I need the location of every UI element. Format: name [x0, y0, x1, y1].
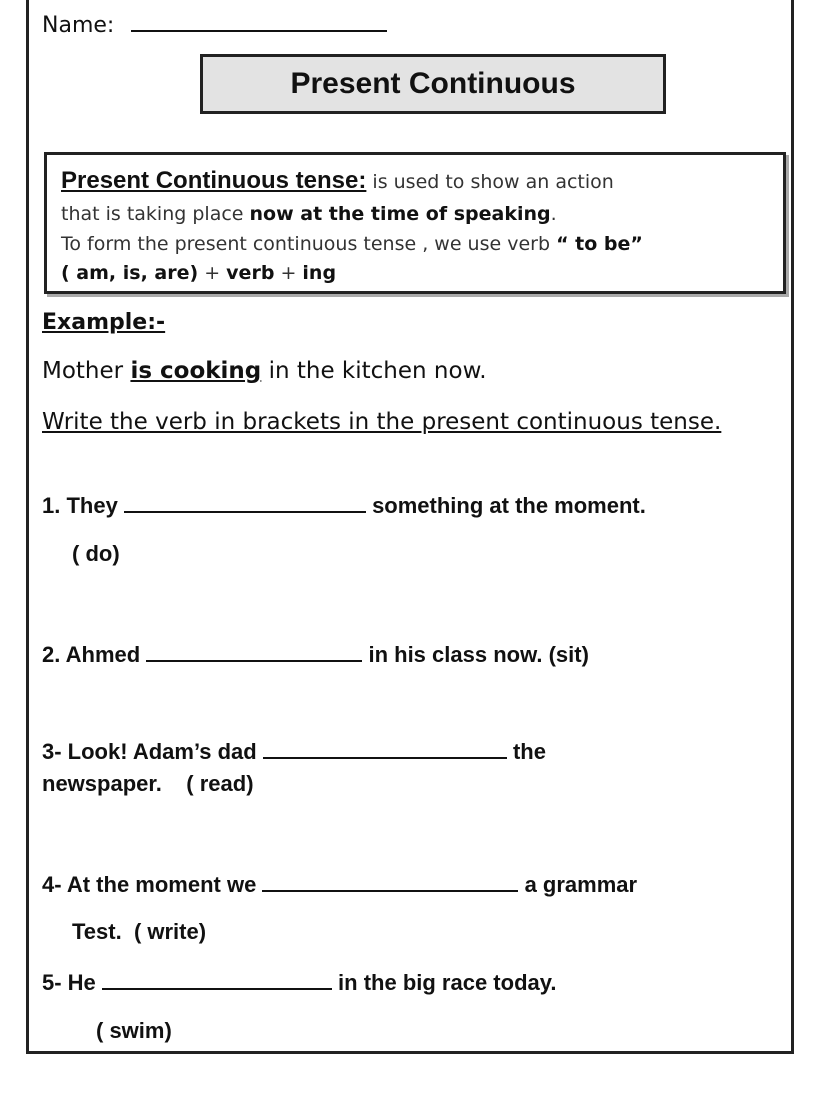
question-text: in the big race today. — [338, 970, 557, 995]
question-4-continued: Test. ( write) — [72, 919, 207, 944]
definition-line-2 — [61, 203, 557, 225]
definition-emphasis: ( am, is, are) — [61, 262, 199, 284]
name-blank[interactable] — [131, 10, 387, 32]
answer-blank-5[interactable] — [102, 968, 332, 990]
question-1 — [42, 491, 646, 519]
answer-blank-3[interactable] — [263, 737, 507, 759]
definition-text: is used to show an action — [366, 171, 614, 193]
question-5-hint: ( swim) — [96, 1018, 172, 1043]
question-text: a grammar — [524, 872, 638, 897]
definition-heading: Present Continuous tense: — [61, 167, 367, 194]
definition-text: + — [274, 262, 303, 284]
definition-text: + — [198, 262, 227, 284]
definition-line-4 — [61, 262, 336, 284]
question-text: in his class now. (sit) — [368, 642, 589, 667]
instruction: Write the verb in brackets in the present continuous tense. — [42, 409, 722, 435]
question-3-continued: newspaper. ( read) — [42, 771, 254, 796]
definition-text: . — [550, 203, 557, 225]
question-3 — [42, 737, 546, 765]
question-5 — [42, 968, 556, 996]
definition-emphasis: now at the time of speaking — [249, 203, 551, 225]
question-1-hint: ( do) — [72, 541, 120, 566]
question-text: 4- At the moment we — [42, 872, 257, 897]
definition-line-1 — [61, 167, 614, 195]
question-2 — [42, 640, 589, 668]
question-text: 1. They — [42, 493, 118, 518]
question-text: 2. Ahmed — [42, 642, 141, 667]
example-text: Mother — [42, 358, 131, 384]
example-text: in the kitchen now. — [261, 358, 487, 384]
question-text: the — [512, 739, 546, 764]
definition-emphasis: verb — [226, 262, 275, 284]
definition-line-3 — [61, 233, 643, 255]
answer-blank-4[interactable] — [262, 870, 518, 892]
example-label: Example:- — [42, 310, 166, 335]
example-sentence — [42, 358, 487, 384]
question-text: 5- He — [42, 970, 96, 995]
definition-text: To form the present continuous tense , we use verb — [61, 233, 557, 255]
page-title: Present Continuous — [200, 54, 666, 114]
question-text: something at the moment. — [372, 493, 646, 518]
answer-blank-2[interactable] — [146, 640, 362, 662]
question-text: 3- Look! Adam’s dad — [42, 739, 257, 764]
name-label: Name: — [42, 13, 115, 38]
definition-text: that is taking place — [61, 203, 250, 225]
definition-emphasis: ing — [302, 262, 337, 284]
definition-emphasis: “ to be” — [556, 233, 643, 255]
definition-box — [44, 152, 786, 294]
question-4 — [42, 870, 637, 898]
name-row — [42, 10, 387, 38]
answer-blank-1[interactable] — [124, 491, 366, 513]
example-verb: is cooking — [130, 358, 262, 384]
